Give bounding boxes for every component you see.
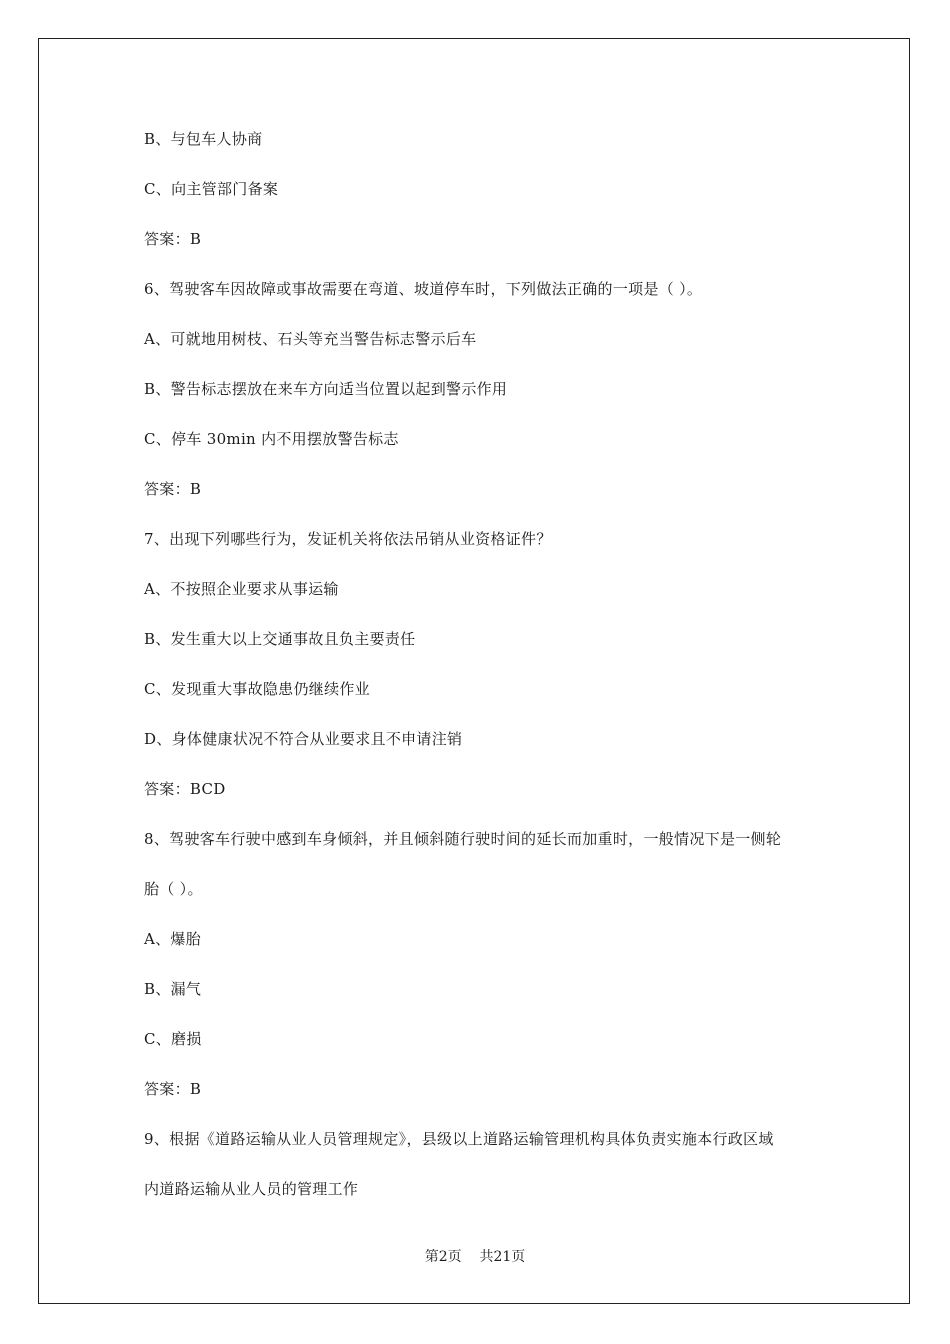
option-d-q7: D、身体健康状况不符合从业要求且不申请注销 bbox=[144, 730, 463, 748]
answer-q7: 答案：BCD bbox=[144, 780, 226, 798]
option-b-q7: B、发生重大以上交通事故且负主要责任 bbox=[144, 630, 416, 648]
question-9-line-2: 内道路运输从业人员的管理工作 bbox=[144, 1180, 359, 1198]
question-6: 6、驾驶客车因故障或事故需要在弯道、坡道停车时，下列做法正确的一项是（ ）。 bbox=[144, 280, 703, 298]
option-b-q8: B、漏气 bbox=[144, 980, 202, 998]
page-number: 第2页 bbox=[424, 1249, 462, 1265]
footer-spacer bbox=[462, 1249, 480, 1265]
option-a-q7: A、不按照企业要求从事运输 bbox=[144, 580, 339, 598]
option-b-q5: B、与包车人协商 bbox=[144, 130, 263, 148]
option-b-q6: B、警告标志摆放在来车方向适当位置以起到警示作用 bbox=[144, 380, 508, 398]
page-total: 共21页 bbox=[479, 1249, 526, 1265]
option-c-q7: C、发现重大事故隐患仍继续作业 bbox=[144, 680, 370, 698]
question-7: 7、出现下列哪些行为，发证机关将依法吊销从业资格证件？ bbox=[144, 530, 552, 548]
option-c-q5: C、向主管部门备案 bbox=[144, 180, 279, 198]
option-a-q6: A、可就地用树枝、石头等充当警告标志警示后车 bbox=[144, 330, 477, 348]
option-c-q6: C、停车 30min 内不用摆放警告标志 bbox=[144, 430, 399, 448]
answer-q6: 答案：B bbox=[144, 480, 202, 498]
question-8-line-2: 胎（ ）。 bbox=[144, 880, 203, 898]
document-body bbox=[144, 114, 824, 1214]
option-a-q8: A、爆胎 bbox=[144, 930, 202, 948]
answer-q8: 答案：B bbox=[144, 1080, 202, 1098]
question-8-line-1: 8、驾驶客车行驶中感到车身倾斜，并且倾斜随行驶时间的延长而加重时，一般情况下是一侧轮 bbox=[144, 830, 782, 848]
page-footer bbox=[0, 1244, 950, 1270]
answer-q5: 答案：B bbox=[144, 230, 202, 248]
question-9-line-1: 9、根据《道路运输从业人员管理规定》，县级以上道路运输管理机构具体负责实施本行政区域 bbox=[144, 1130, 774, 1148]
option-c-q8: C、磨损 bbox=[144, 1030, 202, 1048]
